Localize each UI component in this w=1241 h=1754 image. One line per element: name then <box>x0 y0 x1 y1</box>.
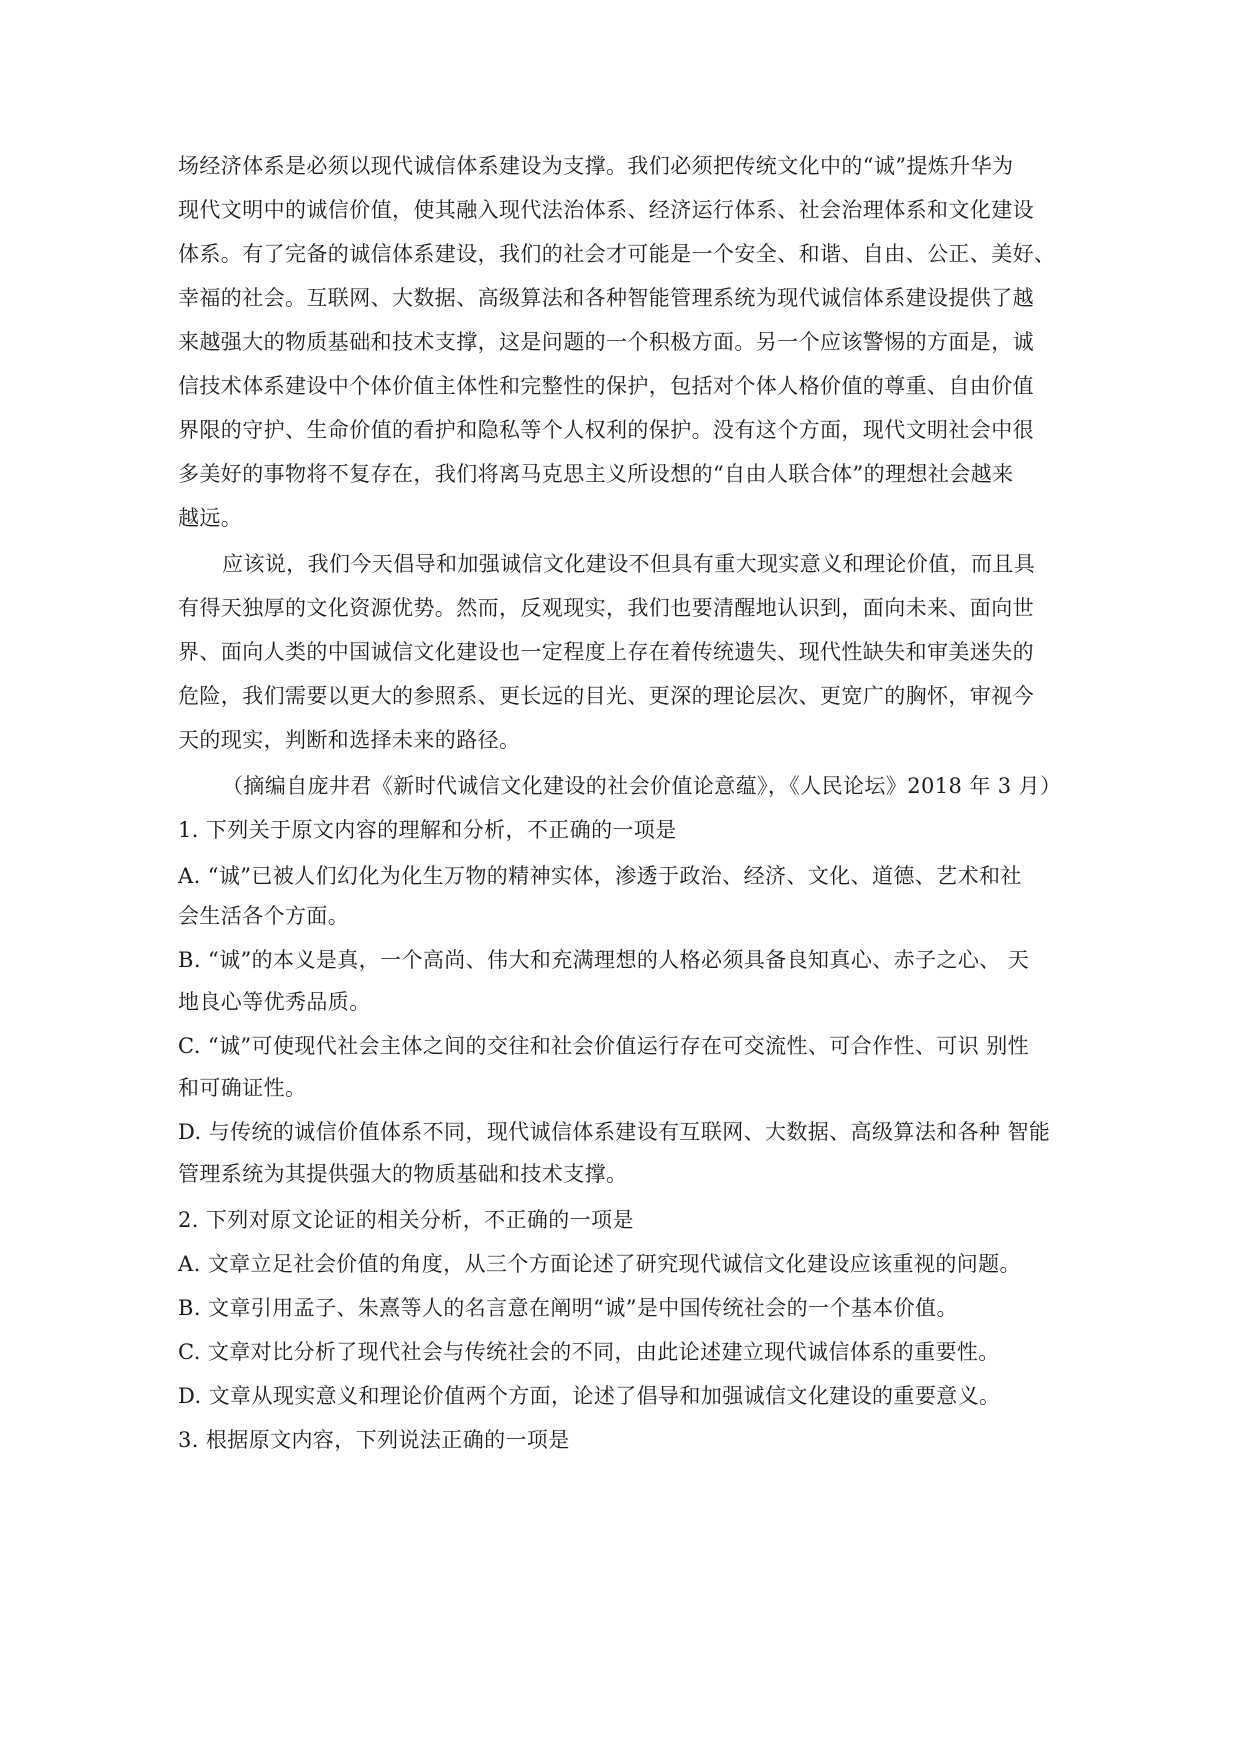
source-citation: （摘编自庞井君《新时代诚信文化建设的社会价值论意蕴》，《人民论坛》2018 年 3 月） <box>222 774 1062 798</box>
text-line: 幸福的社会。互联网、大数据、高级算法和各种智能管理系统为现代诚信体系建设提供了越 <box>178 286 1034 310</box>
text-line: 界、面向人类的中国诚信文化建设也一定程度上存在着传统遗失、现代性缺失和审美迷失的 <box>178 640 1034 664</box>
question-stem: 2. 下列对原文论证的相关分析，不正确的一项是 <box>178 1208 634 1232</box>
text-line: 体系。有了完备的诚信体系建设，我们的社会才可能是一个安全、和谐、自由、公正、美好、 <box>178 242 1056 266</box>
option-a: A. “诚”已被人们幻化为化生万物的精神实体，渗透于政治、经济、文化、道德、艺术和社 <box>178 864 1022 888</box>
option-b-cont: 地良心等优秀品质。 <box>178 990 371 1014</box>
text-line: 来越强大的物质基础和技术支撑，这是问题的一个积极方面。另一个应该警惕的方面是，诚 <box>178 330 1034 354</box>
question-stem: 3. 根据原文内容，下列说法正确的一项是 <box>178 1428 570 1452</box>
text-line: 现代文明中的诚信价值，使其融入现代法治体系、经济运行体系、社会治理体系和文化建设 <box>178 198 1034 222</box>
option-d-cont: 管理系统为其提供强大的物质基础和技术支撑。 <box>178 1162 628 1186</box>
text-line: 天的现实，判断和选择未来的路径。 <box>178 728 521 752</box>
text-line: 危险，我们需要以更大的参照系、更长远的目光、更深的理论层次、更宽广的胸怀，审视今 <box>178 684 1034 708</box>
option-c: C. “诚”可使现代社会主体之间的交往和社会价值运行存在可交流性、可合作性、可识 别性 <box>178 1034 1030 1058</box>
option-d: D. 文章从现实意义和理论价值两个方面，论述了倡导和加强诚信文化建设的重要意义。 <box>178 1384 1001 1408</box>
text-line: 有得天独厚的文化资源优势。然而，反观现实，我们也要清醒地认识到，面向未来、面向世 <box>178 596 1034 620</box>
text-line: 应该说，我们今天倡导和加强诚信文化建设不但具有重大现实意义和理论价值，而且具 <box>222 552 1036 576</box>
text-line: 信技术体系建设中个体价值主体性和完整性的保护，包括对个体人格价值的尊重、自由价值 <box>178 374 1034 398</box>
option-b: B. “诚”的本义是真，一个高尚、伟大和充满理想的人格必须具备良知真心、赤子之心、 天 <box>178 948 1030 972</box>
option-a-cont: 会生活各个方面。 <box>178 904 350 928</box>
question-stem: 1. 下列关于原文内容的理解和分析，不正确的一项是 <box>178 818 677 842</box>
text-line: 场经济体系是必须以现代诚信体系建设为支撑。我们必须把传统文化中的“诚”提炼升华为 <box>178 154 1014 178</box>
option-d: D. 与传统的诚信价值体系不同，现代诚信体系建设有互联网、大数据、高级算法和各种 智能 <box>178 1120 1051 1144</box>
option-c-cont: 和可确证性。 <box>178 1076 307 1100</box>
text-line: 越远。 <box>178 506 243 530</box>
option-c: C. 文章对比分析了现代社会与传统社会的不同，由此论述建立现代诚信体系的重要性。 <box>178 1340 1000 1364</box>
option-a: A. 文章立足社会价值的角度，从三个方面论述了研究现代诚信文化建设应该重视的问题。 <box>178 1252 1021 1276</box>
text-line: 多美好的事物将不复存在，我们将离马克思主义所设想的“自由人联合体”的理想社会越来 <box>178 462 1014 486</box>
text-line: 界限的守护、生命价值的看护和隐私等个人权利的保护。没有这个方面，现代文明社会中很 <box>178 418 1034 442</box>
option-b: B. 文章引用孟子、朱熹等人的名言意在阐明“诚”是中国传统社会的一个基本价值。 <box>178 1296 958 1320</box>
